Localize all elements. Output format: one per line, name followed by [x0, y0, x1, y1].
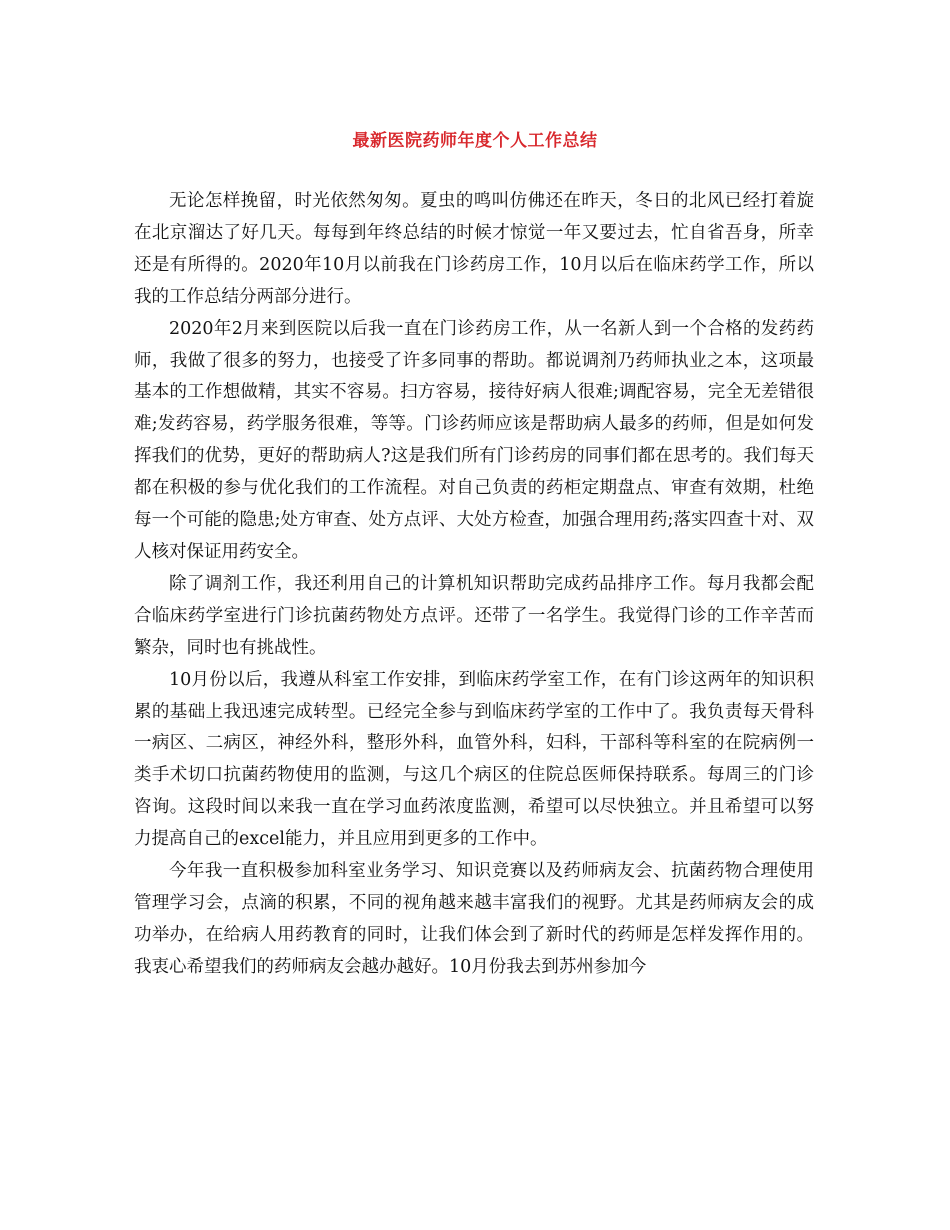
paragraph-4: 10月份以后，我遵从科室工作安排，到临床药学室工作，在有门诊这两年的知识积累的基础上我迅速完成转型。已经完全参与到临床药学室的工作中了。我负责每天骨科一病区、二病区，神经外科，整形外科，血管外科，妇科，干部科等科室的在院病例一类手术切口抗菌药物使用的监测，与这几个病区的住院总医师保持联系。每周三的门诊咨询。这段时间以来我一直在学习血药浓度监测，希望可以尽快独立。并且希望可以努力提高自己的excel能力，并且应用到更多的工作中。: [134, 669, 814, 850]
document-title: 最新医院药师年度个人工作总结: [352, 131, 598, 151]
paragraph-2: 2020年2月来到医院以后我一直在门诊药房工作，从一名新人到一个合格的发药药师，我做了很多的努力，也接受了许多同事的帮助。都说调剂乃药师执业之本，这项最基本的工作想做精，其实不容易。扫方容易，接待好病人很难;调配容易，完全无差错很难;发药容易，药学服务很难，等等。门诊药师应该是帮助病人最多的药师，但是如何发挥我们的优势，更好的帮助病人?这是我们所有门诊药房的同事们都在思考的。我们每天都在积极的参与优化我们的工作流程。对自己负责的药柜定期盘点、审查有效期，杜绝每一个可能的隐患;处方审查、处方点评、大处方检查，加强合理用药;落实四查十对、双人核对保证用药安全。: [134, 318, 814, 562]
paragraph-5: 今年我一直积极参加科室业务学习、知识竞赛以及药师病友会、抗菌药物合理使用管理学习会，点滴的积累，不同的视角越来越丰富我们的视野。尤其是药师病友会的成功举办，在给病人用药教育的同时，让我们体会到了新时代的药师是怎样发挥作用的。我衷心希望我们的药师病友会越办越好。10月份我去到苏州参加今: [134, 861, 814, 977]
paragraph-3: 除了调剂工作，我还利用自己的计算机知识帮助完成药品排序工作。每月我都会配合临床药学室进行门诊抗菌药物处方点评。还带了一名学生。我觉得门诊的工作辛苦而繁杂，同时也有挑战性。: [134, 573, 814, 658]
paragraph-1: 无论怎样挽留，时光依然匆匆。夏虫的鸣叫仿佛还在昨天，冬日的北风已经打着旋在北京溜达了好几天。每每到年终总结的时候才惊觉一年又要过去，忙自省吾身，所幸还是有所得的。2020年10月以前我在门诊药房工作，10月以后在临床药学工作，所以我的工作总结分两部分进行。: [134, 191, 814, 307]
document-body: [134, 186, 814, 984]
